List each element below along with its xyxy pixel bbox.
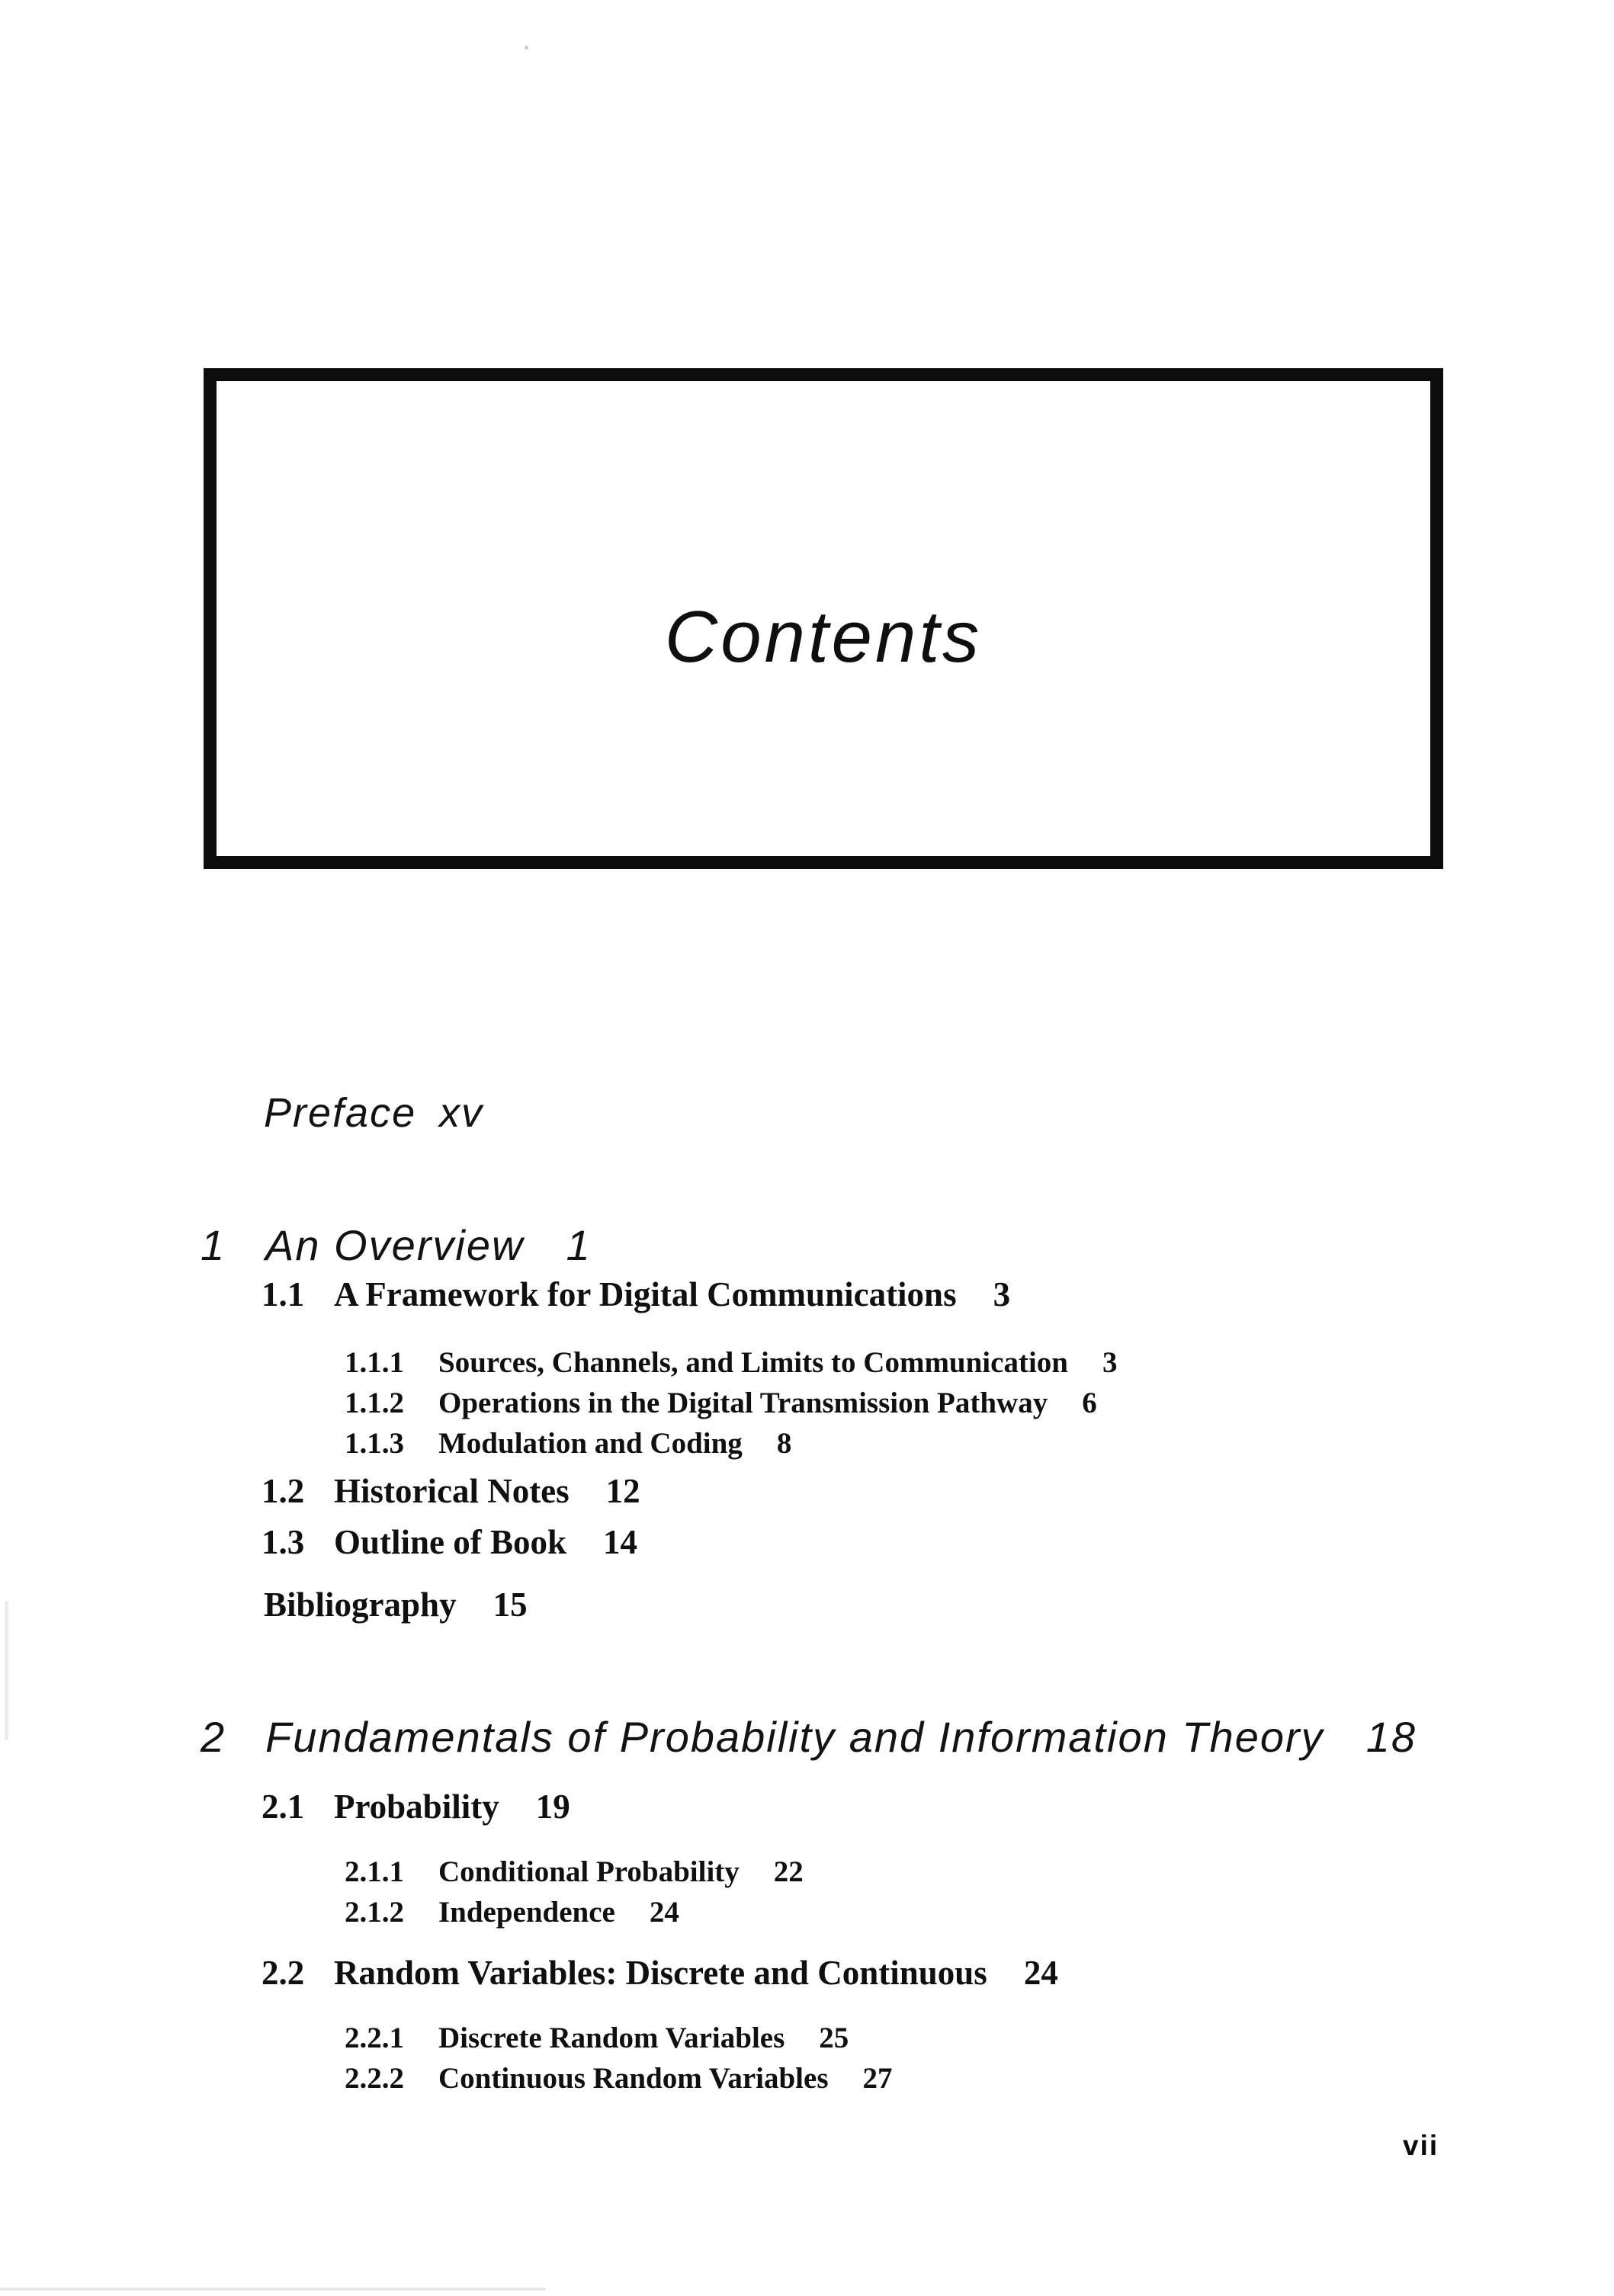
toc-entry xyxy=(264,1584,1481,1625)
toc-entry-1.2 xyxy=(262,1470,1481,1512)
entry-title: Independence xyxy=(438,1896,615,1929)
entry-page-number: xv xyxy=(439,1090,484,1136)
entry-number: 1.1.2 xyxy=(345,1387,404,1419)
toc-entry xyxy=(264,1090,1481,1136)
entry-title: An Overview xyxy=(265,1221,525,1269)
entry-page-number: 3 xyxy=(1102,1346,1118,1379)
toc-entry-2.1.1 xyxy=(345,1852,1481,1892)
entry-title: Fundamentals of Probability and Information Theory xyxy=(265,1713,1324,1761)
entry-page-number: 15 xyxy=(493,1586,528,1624)
contents-title-box xyxy=(204,368,1443,869)
entry-title: A Framework for Digital Communications xyxy=(334,1275,957,1313)
entry-number: 1.1 xyxy=(262,1275,305,1313)
toc-entry-1.1.3 xyxy=(345,1423,1481,1464)
scan-artifact-bottom-line xyxy=(0,2288,546,2291)
entry-number: 2.2.2 xyxy=(345,2062,404,2095)
entry-number: 2.1.2 xyxy=(345,1896,404,1929)
entry-page-number: 19 xyxy=(535,1788,570,1826)
toc-entry-1 xyxy=(201,1220,1481,1271)
entry-page-number: 3 xyxy=(993,1275,1011,1313)
entry-number: 2.2.1 xyxy=(345,2022,404,2054)
entry-page-number: 6 xyxy=(1082,1387,1097,1419)
entry-page-number: 1 xyxy=(566,1221,592,1269)
entry-title: Sources, Channels, and Limits to Communication xyxy=(438,1346,1068,1379)
entry-page-number: 24 xyxy=(649,1896,679,1929)
folio-page-number: vii xyxy=(1403,2130,1439,2161)
toc-entry-2.1.2 xyxy=(345,1892,1481,1932)
entry-number: 2.2 xyxy=(262,1954,305,1992)
entry-title: Operations in the Digital Transmission Pathway xyxy=(438,1387,1048,1419)
entry-title: Random Variables: Discrete and Continuous xyxy=(334,1954,987,1992)
entry-page-number: 24 xyxy=(1023,1954,1058,1992)
toc-entry-1.1 xyxy=(262,1274,1481,1315)
toc-entry-2.2.2 xyxy=(345,2058,1481,2099)
toc-entry-1.1.1 xyxy=(345,1342,1481,1383)
toc-entry-2 xyxy=(201,1712,1481,1762)
entry-number: 2 xyxy=(201,1713,226,1761)
entry-page-number: 22 xyxy=(773,1855,804,1888)
table-of-contents xyxy=(201,1090,1481,2099)
entry-page-number: 14 xyxy=(603,1523,638,1561)
entry-number: 1.2 xyxy=(262,1472,305,1510)
entry-number: 2.1 xyxy=(262,1788,305,1826)
entry-title: Historical Notes xyxy=(334,1472,570,1510)
toc-entry-2.1 xyxy=(262,1786,1481,1827)
entry-title: Outline of Book xyxy=(334,1523,567,1561)
entry-title: Conditional Probability xyxy=(438,1855,740,1888)
entry-number: 2.1.1 xyxy=(345,1855,404,1888)
toc-entry-1.1.2 xyxy=(345,1383,1481,1423)
entry-page-number: 25 xyxy=(819,2022,849,2054)
entry-title: Continuous Random Variables xyxy=(438,2062,829,2095)
toc-entry-2.2 xyxy=(262,1952,1481,1993)
toc-entry-2.2.1 xyxy=(345,2018,1481,2058)
entry-number: 1 xyxy=(201,1221,226,1269)
entry-number: 1.1.1 xyxy=(345,1346,404,1379)
entry-title: Probability xyxy=(334,1788,499,1826)
scan-speck xyxy=(525,46,528,50)
entry-page-number: 12 xyxy=(605,1472,640,1510)
scan-artifact-left-line xyxy=(5,1601,8,1740)
entry-page-number: 18 xyxy=(1365,1713,1417,1761)
entry-number: 1.3 xyxy=(262,1523,305,1561)
entry-title: Discrete Random Variables xyxy=(438,2022,785,2054)
entry-page-number: 27 xyxy=(862,2062,893,2095)
entry-page-number: 8 xyxy=(776,1427,792,1460)
entry-title: Preface xyxy=(264,1090,417,1136)
entry-title: Modulation and Coding xyxy=(438,1427,743,1460)
page-title: Contents xyxy=(664,595,983,678)
entry-number: 1.1.3 xyxy=(345,1427,404,1460)
toc-entry-1.3 xyxy=(262,1522,1481,1563)
entry-title: Bibliography xyxy=(264,1586,457,1624)
